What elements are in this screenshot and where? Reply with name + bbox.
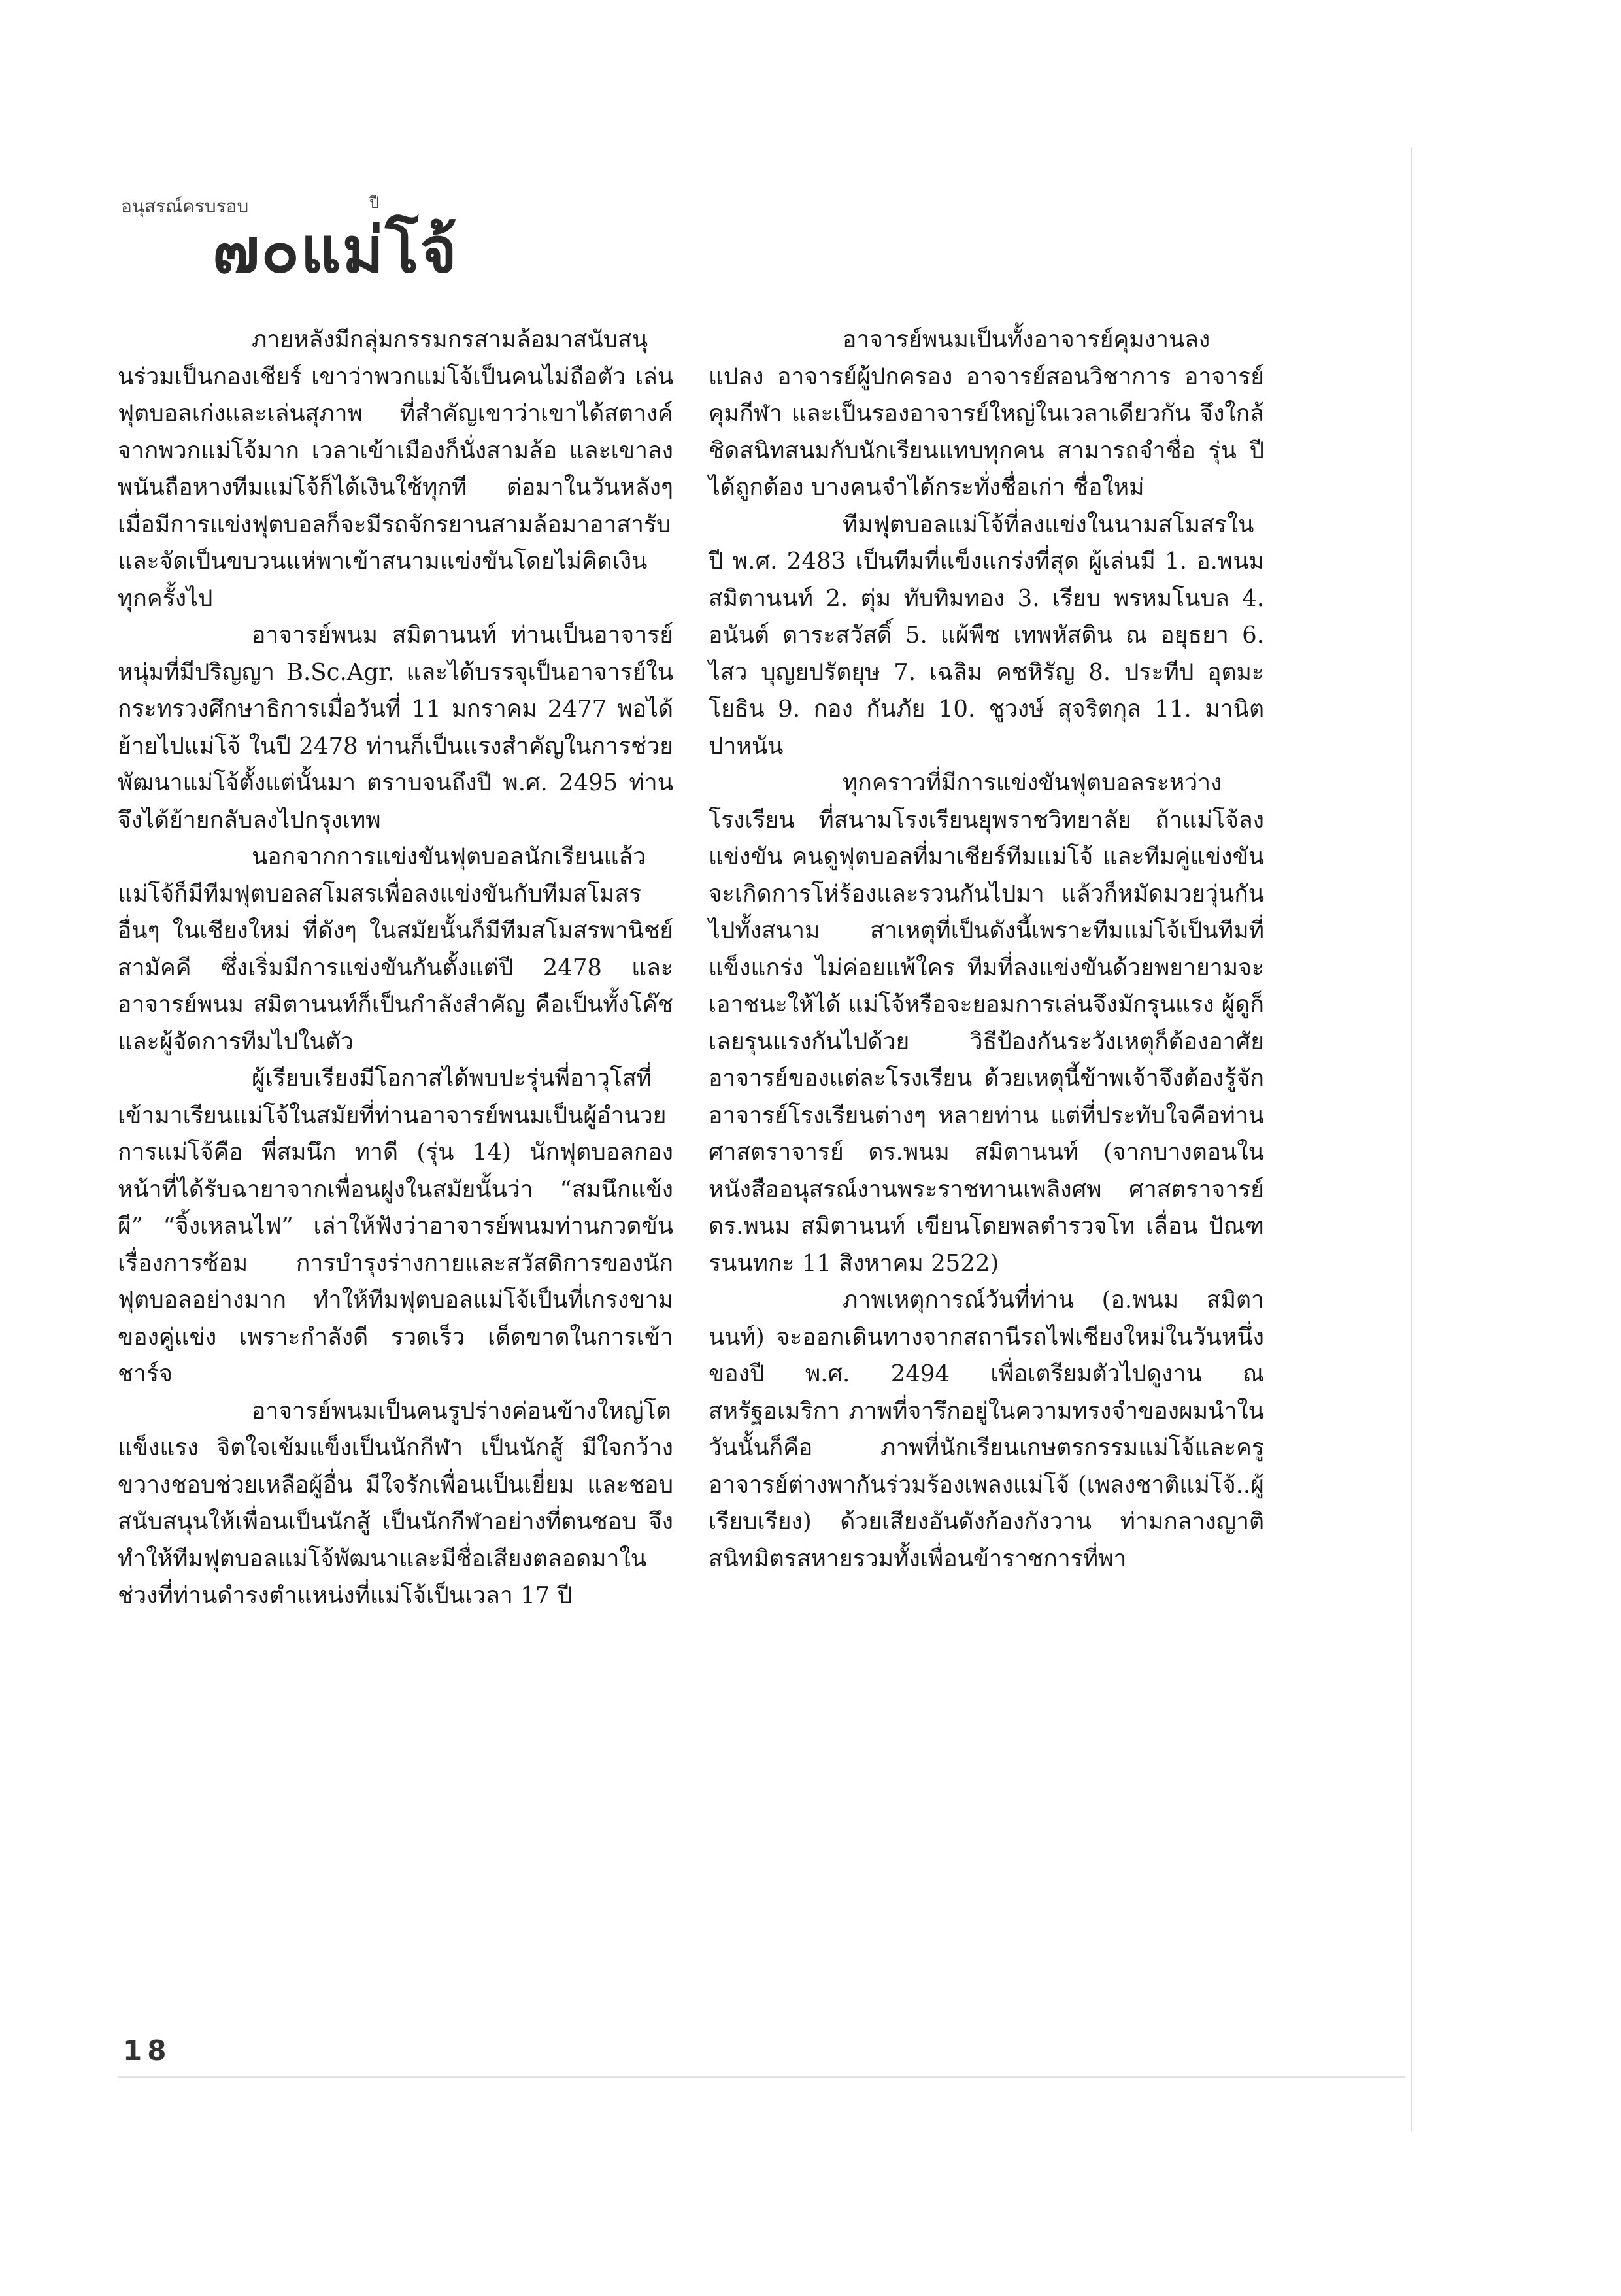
margin-rule bbox=[1411, 147, 1412, 2131]
masthead-title: ๗๐แม่โจ้ bbox=[212, 214, 458, 287]
paragraph: ทุกคราวที่มีการแข่งขันฟุตบอลระหว่างโรงเรียน ที่สนามโรงเรียนยุพราชวิทยาลัย ถ้าแม่โจ้ลงแข่งขัน คนดูฟุตบอลที่มาเชียร์ทีมแม่โจ้ และทีมคู่แข่งขันจะเกิดการโห่ร้องและรวนกันไปมา แล้วก็หมัดมวยวุ่นกันไปทั้งสนาม สาเหตุที่เป็นดังนี้เพราะทีมแม่โจ้เป็นทีมที่แข็งแกร่ง ไม่ค่อยแพ้ใคร ทีมที่ลงแข่งขันด้วยพยายามจะเอาชนะให้ได้ แม่โจ้หรือจะยอมการเล่นจึงมักรุนแรง ผู้ดูก็เลยรุนแรงกันไปด้วย วิธีป้องกันระวังเหตุก็ต้องอาศัยอาจารย์ของแต่ละโรงเรียน ด้วยเหตุนี้ข้าพเจ้าจึงต้องรู้จักอาจารย์โรงเรียนต่างๆ หลายท่าน แต่ที่ประทับใจคือท่านศาสตราจารย์ ดร.พนม สมิตานนท์ (จากบางตอนในหนังสืออนุสรณ์งานพระราชทานเพลิงศพ ศาสตราจารย์ ดร.พนม สมิตานนท์ เขียนโดยพลตำรวจโท เลื่อน ปัณฑรนนทกะ 11 สิงหาคม 2522) bbox=[709, 769, 1265, 1277]
paragraph: ทีมฟุตบอลแม่โจ้ที่ลงแข่งในนามสโมสรในปี พ.ศ. 2483 เป็นทีมที่แข็งแกร่งที่สุด ผู้เล่นมี 1. อ.พนม สมิตานนท์ 2. ตุ่ม ทับทิมทอง 3. เรียบ พรหมโนบล 4. อนันต์ ดาระสวัสดิ์ 5. แผ้พืช เทพหัสดิน ณ อยุธยา 6. ไสว บุญยปรัตยุษ 7. เฉลิม คชหิรัญ 8. ประทีป อุตมะโยธิน 9. กอง กันภัย 10. ชูวงษ์ สุจริตกุล 11. มานิต ปาหนัน bbox=[709, 511, 1264, 760]
masthead-year-label: ปี bbox=[369, 194, 380, 212]
left-column bbox=[118, 322, 673, 1615]
paragraph: ภายหลังมีกลุ่มกรรมกรสามล้อมาสนับสนุนร่วมเป็นกองเชียร์ เขาว่าพวกแม่โจ้เป็นคนไม่ถือตัว เล่นฟุตบอลเก่งและเล่นสุภาพ ที่สำคัญเขาว่าเขาได้สตางค์จากพวกแม่โจ้มาก เวลาเข้าเมืองก็นั่งสามล้อ และเขาลงพนันถือหางทีมแม่โจ้ก็ได้เงินใช้ทุกที ต่อมาในวันหลังๆ เมื่อมีการแข่งฟุตบอลก็จะมีรถจักรยานสามล้อมาอาสารับและจัดเป็นขบวนแห่พาเข้าสนามแข่งขันโดยไม่คิดเงินทุกครั้งไป bbox=[118, 326, 673, 612]
masthead bbox=[121, 191, 578, 295]
paragraph: อาจารย์พนม สมิตานนท์ ท่านเป็นอาจารย์หนุ่มที่มีปริญญา B.Sc.Agr. และได้บรรจุเป็นอาจารย์ในกระทรวงศึกษาธิการเมื่อวันที่ 11 มกราคม 2477 พอได้ย้ายไปแม่โจ้ ในปี 2478 ท่านก็เป็นแรงสำคัญในการช่วยพัฒนาแม่โจ้ตั้งแต่นั้นมา ตราบจนถึงปี พ.ศ. 2495 ท่านจึงได้ย้ายกลับลงไปกรุงเทพ bbox=[118, 622, 673, 834]
paragraph: ภาพเหตุการณ์วันที่ท่าน (อ.พนม สมิตานนท์) จะออกเดินทางจากสถานีรถไฟเชียงใหม่ในวันหนึ่ง ของปี พ.ศ. 2494 เพื่อเตรียมตัวไปดูงาน ณ สหรัฐอเมริกา ภาพที่จารึกอยู่ในความทรงจำของผมนำในวันนั้นก็คือ ภาพที่นักเรียนเกษตรกรรมแม่โจ้และครูอาจารย์ต่างพากันร่วมร้องเพลงแม่โจ้ (เพลงชาติแม่โจ้..ผู้เรียบเรียง) ด้วยเสียงอันดังก้องกังวาน ท่ามกลางญาติสนิทมิตรสหายรวมทั้งเพื่อนข้าราชการที่พา bbox=[709, 1287, 1264, 1572]
paragraph: อาจารย์พนมเป็นคนรูปร่างค่อนข้างใหญ่โต แข็งแรง จิตใจเข้มแข็งเป็นนักกีฬา เป็นนักสู้ มีใจกว้างขวางชอบช่วยเหลือผู้อื่น มีใจรักเพื่อนเป็นเยี่ยม และชอบสนับสนุนให้เพื่อนเป็นนักสู้ เป็นนักกีฬาอย่างที่ตนชอบ จึงทำให้ทีมฟุตบอลแม่โจ้พัฒนาและมีชื่อเสียงตลอดมาในช่วงที่ท่านดำรงตำแหน่งที่แม่โจ้เป็นเวลา 17 ปี bbox=[118, 1397, 673, 1609]
masthead-subtitle: อนุสรณ์ครบรอบ bbox=[121, 195, 249, 217]
paragraph: อาจารย์พนมเป็นทั้งอาจารย์คุมงานลงแปลง อาจารย์ผู้ปกครอง อาจารย์สอนวิชาการ อาจารย์คุมกีฬา และเป็นรองอาจารย์ใหญ่ในเวลาเดียวกัน จึงใกล้ชิดสนิทสนมกับนักเรียนแทบทุกคน สามารถจำชื่อ รุ่น ปีได้ถูกต้อง บางคนจำได้กระทั่งชื่อเก่า ชื่อใหม่ bbox=[709, 326, 1264, 501]
page-number: 18 bbox=[123, 2034, 172, 2067]
footer-rule bbox=[118, 2076, 1405, 2078]
paragraph: ผู้เรียบเรียงมีโอกาสได้พบปะรุ่นพี่อาวุโสที่เข้ามาเรียนแม่โจ้ในสมัยที่ท่านอาจารย์พนมเป็นผู้อำนวยการแม่โจ้คือ พี่สมนึก ทาดี (รุ่น 14) นักฟุตบอลกองหน้าที่ได้รับฉายาจากเพื่อนฝูงในสมัยนั้นว่า “สมนึกแข้งผี” “จิ้งเหลนไฟ” เล่าให้ฟังว่าอาจารย์พนมท่านกวดขันเรื่องการซ้อม การบำรุงร่างกายและสวัสดิการของนักฟุตบอลอย่างมาก ทำให้ทีมฟุตบอลแม่โจ้เป็นที่เกรงขามของคู่แข่ง เพราะกำลังดี รวดเร็ว เด็ดขาดในการเข้าชาร์จ bbox=[118, 1065, 673, 1387]
right-column bbox=[709, 322, 1264, 1578]
paragraph: นอกจากการแข่งขันฟุตบอลนักเรียนแล้ว แม่โจ้ก็มีทีมฟุตบอลสโมสรเพื่อลงแข่งขันกับทีมสโมสรอื่นๆ ในเชียงใหม่ ที่ดังๆ ในสมัยนั้นก็มีทีมสโมสรพานิชย์สามัคคี ซึ่งเริ่มมีการแข่งขันกันตั้งแต่ปี 2478 และอาจารย์พนม สมิตานนท์ก็เป็นกำลังสำคัญ คือเป็นทั้งโค๊ชและผู้จัดการทีมไปในตัว bbox=[118, 843, 673, 1055]
